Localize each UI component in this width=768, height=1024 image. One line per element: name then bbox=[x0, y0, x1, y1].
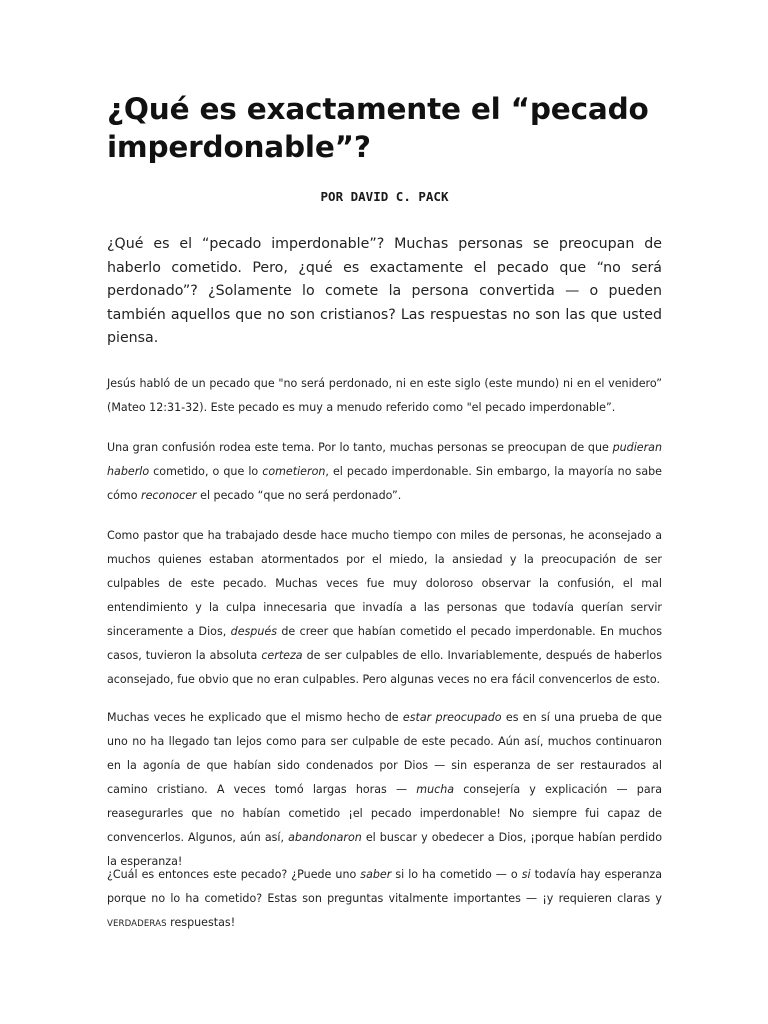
emphasis-text: mucha bbox=[416, 783, 455, 796]
body-paragraph-1 bbox=[107, 372, 662, 420]
emphasis-text: saber bbox=[360, 868, 392, 881]
paragraph-text: Jesús habló de un pecado que "no será perdonado, ni en este siglo (este mundo) ni en el venidero” (Mateo 12:31-32). Este pecado es muy a menudo referido como "el pecado imperdonable”. bbox=[107, 377, 662, 414]
emphasis-text: estar preocupado bbox=[402, 711, 502, 724]
paragraph-text: si lo ha cometido — o bbox=[391, 868, 522, 881]
paragraph-text: ¿Cuál es entonces este pecado? ¿Puede uno bbox=[107, 868, 361, 881]
paragraph-text: Como pastor que ha trabajado desde hace mucho tiempo con miles de personas, he aconsejado a muchos quienes estaban atormentados por el miedo, la ansiedad y la preocupación de ser culpables de este pecado. Muchas veces fue muy doloroso observar la confusión, el mal entendimiento y la culpa innecesaria que invadía a las personas que todavía querían servir sinceramente a Dios, bbox=[107, 529, 662, 638]
paragraph-text: , el pecado imperdonable. Sin embargo, la mayoría no sabe cómo bbox=[107, 465, 662, 502]
paragraph-text: Una gran confusión rodea este tema. Por lo tanto, muchas personas se preocupan de que bbox=[107, 441, 613, 454]
paragraph-text: cometido, o que lo bbox=[149, 465, 263, 478]
paragraph-text: es en sí una prueba de que uno no ha llegado tan lejos como para ser culpable de este pecado. Aún así, muchos continuaron en la agonía de que habían sido condenados por Dios — sin esperanza de ser restaurados al camino cristiano. A veces tomó largas horas — bbox=[107, 711, 663, 796]
paragraph-text: el pecado “que no será perdonado”. bbox=[196, 489, 402, 502]
emphasis-text: después bbox=[230, 625, 277, 638]
emphasis-text: abandonaron bbox=[288, 831, 362, 844]
paragraph-text: el buscar y obedecer a Dios, ¡porque habían perdido la esperanza! bbox=[107, 831, 662, 868]
body-paragraph-4 bbox=[107, 706, 662, 874]
emphasis-text: si bbox=[521, 868, 531, 881]
intro-paragraph: ¿Qué es el “pecado imperdonable”? Muchas personas se preocupan de haberlo cometido. Pero, ¿qué es exactamente el pecado que “no será perdonado”? ¿Solamente lo comete la persona convertida — o pueden también aquellos que no son cristianos? Las respuestas no son las que usted piensa. bbox=[107, 236, 662, 346]
body-paragraph-2 bbox=[107, 436, 662, 508]
paragraph-text: consejería y explicación — para reasegurarles que no habían cometido ¡el pecado imperdonable! No siempre fui capaz de convencerlos. Algunos, aún así, bbox=[107, 783, 662, 844]
emphasis-text: certeza bbox=[261, 649, 303, 662]
paragraph-text: de ser culpables de ello. Invariablemente, después de haberlos aconsejado, fue obvio que no eran culpables. Pero algunas veces no era fácil convencerlos de esto. bbox=[107, 649, 662, 686]
author-byline: POR DAVID C. PACK bbox=[320, 189, 449, 204]
article-title: ¿Qué es exactamente el “pecado imperdonable”? bbox=[107, 92, 649, 164]
small-caps-text: VERDADERAS bbox=[107, 919, 167, 929]
paragraph-text: Muchas veces he explicado que el mismo hecho de bbox=[107, 711, 403, 724]
body-paragraph-3 bbox=[107, 524, 662, 692]
paragraph-text: de creer que habían cometido el pecado imperdonable. En muchos casos, tuvieron la absoluta bbox=[107, 625, 662, 662]
emphasis-text: reconocer bbox=[141, 489, 197, 502]
emphasis-text: cometieron bbox=[262, 465, 326, 478]
paragraph-text: respuestas! bbox=[166, 916, 236, 929]
emphasis-text: pudieran haberlo bbox=[107, 441, 662, 478]
paragraph-text: todavía hay esperanza porque no lo ha cometido? Estas son preguntas vitalmente importantes — ¡y requieren claras y bbox=[107, 868, 662, 905]
body-paragraph-5 bbox=[107, 863, 662, 936]
